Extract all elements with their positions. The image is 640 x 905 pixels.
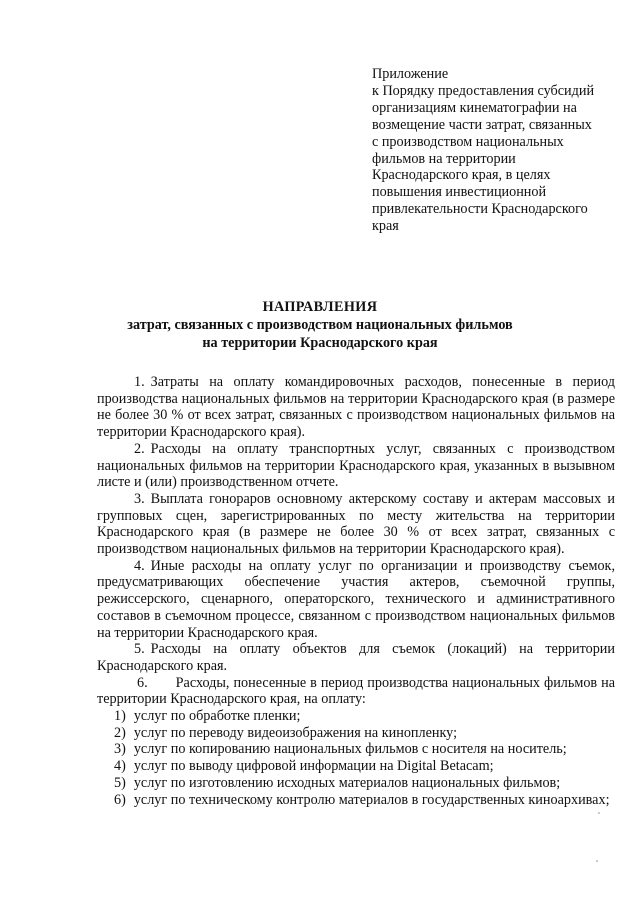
sub-item — [97, 792, 615, 809]
sub-item-text: услуг по выводу цифровой информации на Digital Betacam; — [133, 758, 494, 775]
item-text: Иные расходы на оплату услуг по организации и производству съемок, предусматривающих обеспечение участия актеров, съемочной группы, режиссерского, сценарного, операторского, технического и административного составов в съемочном процессе, связанном с производством национальных фильмов на территории Краснодарского края. — [97, 557, 615, 641]
sub-item-text: услуг по переводу видеоизображения на кинопленку; — [133, 724, 458, 741]
appendix-line: Приложение — [372, 66, 449, 82]
sub-item — [97, 741, 615, 758]
appendix-line: с производством национальных — [372, 133, 564, 150]
appendix-line: организациям кинематографии на — [372, 99, 577, 116]
item-number: 2. — [134, 440, 145, 457]
appendix-line: привлекательности Краснодарского — [372, 201, 588, 218]
item-text: Затраты на оплату командировочных расходов, понесенные в период производства национальных фильмов на территории Краснодарского края (в размере не более 30 % от всех затрат, связанных с производством национальных фильмов на территории Краснодарского края). — [97, 374, 615, 441]
sub-item-number: 6) — [114, 791, 126, 808]
title-heading: НАПРАВЛЕНИЯ — [262, 299, 378, 315]
list-item — [97, 558, 615, 642]
document-title — [0, 298, 640, 352]
appendix-line: возмещение части затрат, связанных — [372, 116, 592, 133]
sub-item-text: услуг по копированию национальных фильмов с носителя на носитель; — [133, 741, 567, 758]
sub-item — [97, 708, 615, 725]
list-item — [97, 675, 615, 708]
scan-speck — [598, 812, 600, 814]
sub-item-number: 4) — [114, 758, 126, 775]
appendix-line: края — [372, 218, 399, 235]
appendix-line: Краснодарского края, в целях — [372, 167, 551, 184]
item-number: 4. — [134, 557, 145, 574]
scan-speck — [596, 860, 598, 862]
sub-item-number: 5) — [114, 774, 126, 791]
sub-item — [97, 775, 615, 792]
sub-item-number: 1) — [114, 708, 126, 725]
appendix-line: к Порядку предоставления субсидий — [372, 82, 595, 99]
sub-item-text: услуг по техническому контролю материалов в государственных киноархивах; — [133, 791, 610, 808]
appendix-line: повышения инвестиционной — [372, 184, 547, 201]
item-text: Расходы на оплату объектов для съемок (локаций) на территории Краснодарского края. — [97, 641, 615, 674]
sub-item-text: услуг по изготовлению исходных материалов национальных фильмов; — [133, 774, 561, 791]
sub-item — [97, 758, 615, 775]
item-text: Выплата гонораров основному актерскому составу и актерам массовых и групповых сцен, зарегистрированных по месту жительства на территории Краснодарского края (в размере не более 30 % от всех затрат, связанных с производством национальных фильмов на территории Краснодарского края). — [97, 490, 615, 558]
title-subheading: на территории Краснодарского края — [202, 335, 438, 351]
list-item — [97, 641, 615, 674]
list-item — [97, 374, 615, 441]
sub-item-number: 3) — [114, 741, 126, 758]
item-text: Расходы, понесенные в период производства национальных фильмов на территории Краснодарского края, на оплату: — [97, 674, 615, 708]
item-text: Расходы на оплату транспортных услуг, связанных с производством национальных фильмов на территории Краснодарского края, указанных в вызывном листе и (или) производственном отчете. — [97, 440, 615, 491]
list-item — [97, 441, 615, 491]
title-subheading: затрат, связанных с производством национальных фильмов — [127, 317, 513, 333]
document-body — [97, 374, 615, 808]
item-number: 3. — [134, 490, 145, 507]
sub-item-text: услуг по обработке пленки; — [133, 708, 301, 725]
list-item — [97, 491, 615, 558]
appendix-note — [372, 66, 632, 235]
item-number: 6. — [137, 674, 148, 691]
sub-item — [97, 725, 615, 742]
appendix-line: фильмов на территории — [372, 150, 516, 167]
sub-item-number: 2) — [114, 724, 126, 741]
item-number: 5. — [134, 641, 145, 658]
item-number: 1. — [134, 374, 145, 390]
